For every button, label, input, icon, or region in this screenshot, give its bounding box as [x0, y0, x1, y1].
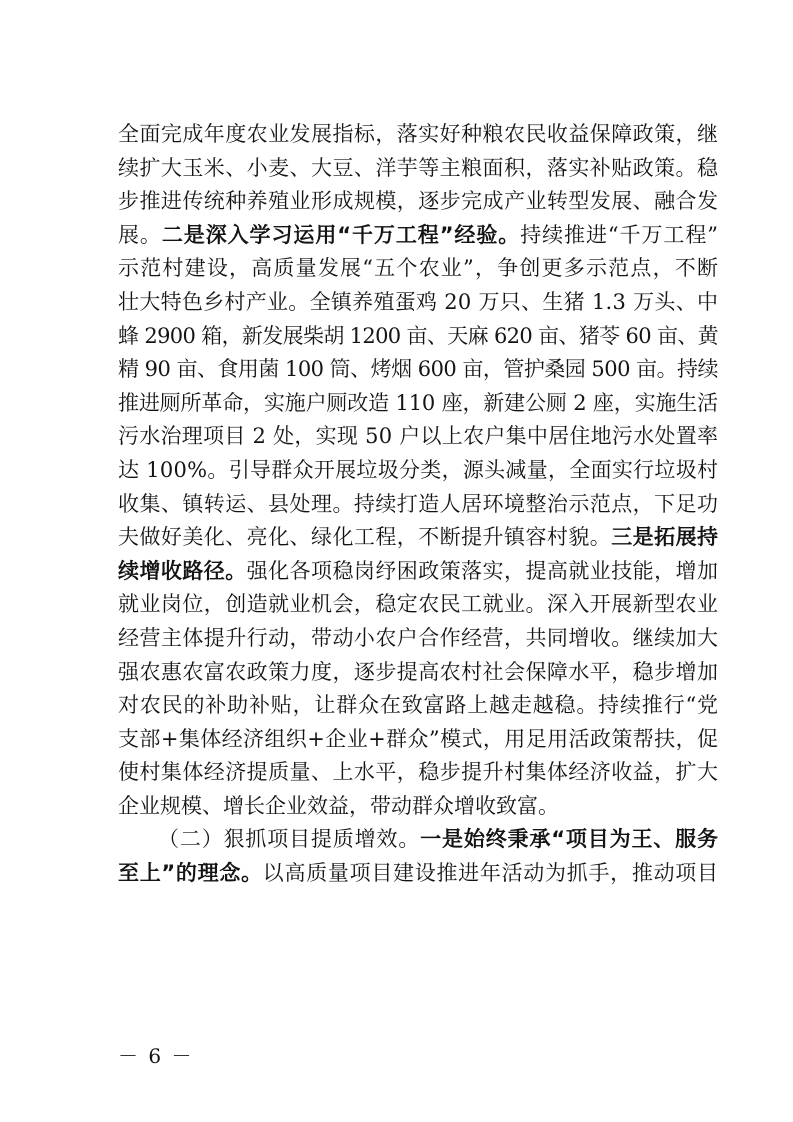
text-line-content — [118, 656, 718, 690]
text-line — [118, 252, 718, 286]
text-line-content — [118, 857, 719, 891]
text-segment: 达 100%。引导群众开展垃圾分类，源头减量，全面实行垃圾村 — [118, 457, 719, 482]
text-line — [118, 353, 718, 387]
text-segment: 以高质量项目建设推进年活动为抓手，推动项目 — [262, 861, 719, 886]
text-segment: 全面完成年度农业发展指标，落实好种粮农民收益保障政策，继 — [118, 122, 719, 146]
text-segment: 强化各项稳岗纾困政策落实，提高就业技能，增加 — [246, 558, 719, 583]
text-line — [118, 723, 718, 757]
text-line — [118, 689, 718, 723]
text-line — [118, 488, 718, 522]
text-segment: 夫做好美化、亮化、绿化工程，不断提升镇容村貌。 — [118, 525, 612, 550]
text-line-content — [118, 420, 718, 454]
text-line-content — [118, 622, 718, 656]
text-line-content — [118, 488, 718, 522]
text-line — [118, 454, 718, 488]
text-line — [118, 219, 718, 253]
text-line-content — [118, 118, 718, 152]
text-line — [118, 823, 718, 857]
bold-text-segment: 一是始终秉承“项目为王、服务 — [420, 827, 719, 852]
text-segment: 精 90 亩、食用菌 100 筒、烤烟 600 亩，管护桑园 500 亩。持续 — [118, 357, 718, 382]
text-segment: 经营主体提升行动，带动小农户合作经营，共同增收。继续加大 — [118, 625, 719, 650]
text-segment: 就业岗位，创造就业机会，稳定农民工就业。深入开展新型农业 — [118, 592, 719, 617]
text-line-content — [118, 152, 718, 186]
text-line-content — [118, 252, 719, 286]
text-segment: 对农民的补助补贴，让群众在致富路上越走越稳。持续推行“党 — [118, 693, 719, 718]
bold-text-segment: 续增收路径。 — [118, 558, 247, 583]
text-line — [118, 555, 718, 589]
text-segment: 支部+集体经济组织+企业+群众”模式，用足用活政策帮扶，促 — [118, 726, 719, 751]
page-number: － 6 － — [118, 1044, 194, 1068]
text-line — [118, 286, 718, 320]
body-text — [118, 118, 718, 891]
text-line — [118, 756, 718, 790]
text-segment: 推进厕所革命，实施户厕改造 110 座，新建公厕 2 座，实施生活 — [118, 390, 718, 415]
text-line-content — [118, 723, 718, 757]
text-segment: 壮大特色乡村产业。全镇养殖蛋鸡 20 万只、生猪 1.3 万头、中 — [118, 289, 719, 314]
text-segment: 蜂 2900 箱，新发展柴胡 1200 亩、天麻 620 亩、猪苓 60 亩、黄 — [118, 323, 718, 348]
text-segment: 使村集体经济提质量、上水平，稳步提升村集体经济收益，扩大 — [118, 760, 719, 785]
text-line-content — [118, 353, 718, 387]
text-line-content — [118, 454, 718, 488]
text-segment: 展。 — [118, 222, 162, 247]
text-segment: 续扩大玉米、小麦、大豆、洋芋等主粮面积，落实补贴政策。稳 — [118, 155, 719, 180]
text-segment: 收集、镇转运、县处理。持续打造人居环境整治示范点，下足功 — [118, 491, 719, 516]
text-line — [118, 320, 718, 354]
text-line-content — [118, 588, 718, 622]
text-line-content — [118, 320, 718, 354]
text-segment: 步推进传统种养殖业形成规模，逐步完成产业转型发展、融合发 — [118, 189, 719, 214]
text-line-content — [118, 756, 718, 790]
text-segment: 持续推进“千万工程” — [520, 222, 719, 247]
text-line — [118, 185, 718, 219]
text-line-content — [158, 823, 719, 857]
text-line — [118, 521, 718, 555]
bold-text-segment: 三是拓展持 — [611, 525, 719, 550]
text-line-content — [118, 185, 718, 219]
text-line — [118, 152, 718, 186]
text-segment: 强农惠农富农政策力度，逐步提高农村社会保障水平，稳步增加 — [118, 659, 719, 684]
text-line-content — [118, 286, 718, 320]
text-line-content — [118, 219, 719, 253]
text-line — [118, 420, 718, 454]
text-line-content — [118, 790, 559, 824]
bold-text-segment: 至上”的理念。 — [118, 861, 263, 886]
text-segment: 示范村建设，高质量发展“五个农业”，争创更多示范点，不断 — [118, 256, 720, 281]
text-line-content — [118, 689, 719, 723]
text-segment: （二）狠抓项目提质增效。 — [158, 827, 421, 852]
bold-text-segment: 二是深入学习运用“千万工程”经验。 — [161, 222, 521, 247]
text-line — [118, 857, 718, 891]
text-line — [118, 118, 718, 152]
text-segment: 污水治理项目 2 处，实现 50 户以上农户集中居住地污水处置率 — [118, 424, 719, 449]
text-line-content — [118, 555, 718, 589]
text-line — [118, 656, 718, 690]
text-line — [118, 387, 718, 421]
text-line-content — [118, 521, 718, 555]
text-line — [118, 790, 718, 824]
text-segment: 企业规模、增长企业效益，带动群众增收致富。 — [118, 793, 559, 818]
text-line — [118, 588, 718, 622]
text-line-content — [118, 387, 718, 421]
text-line — [118, 622, 718, 656]
